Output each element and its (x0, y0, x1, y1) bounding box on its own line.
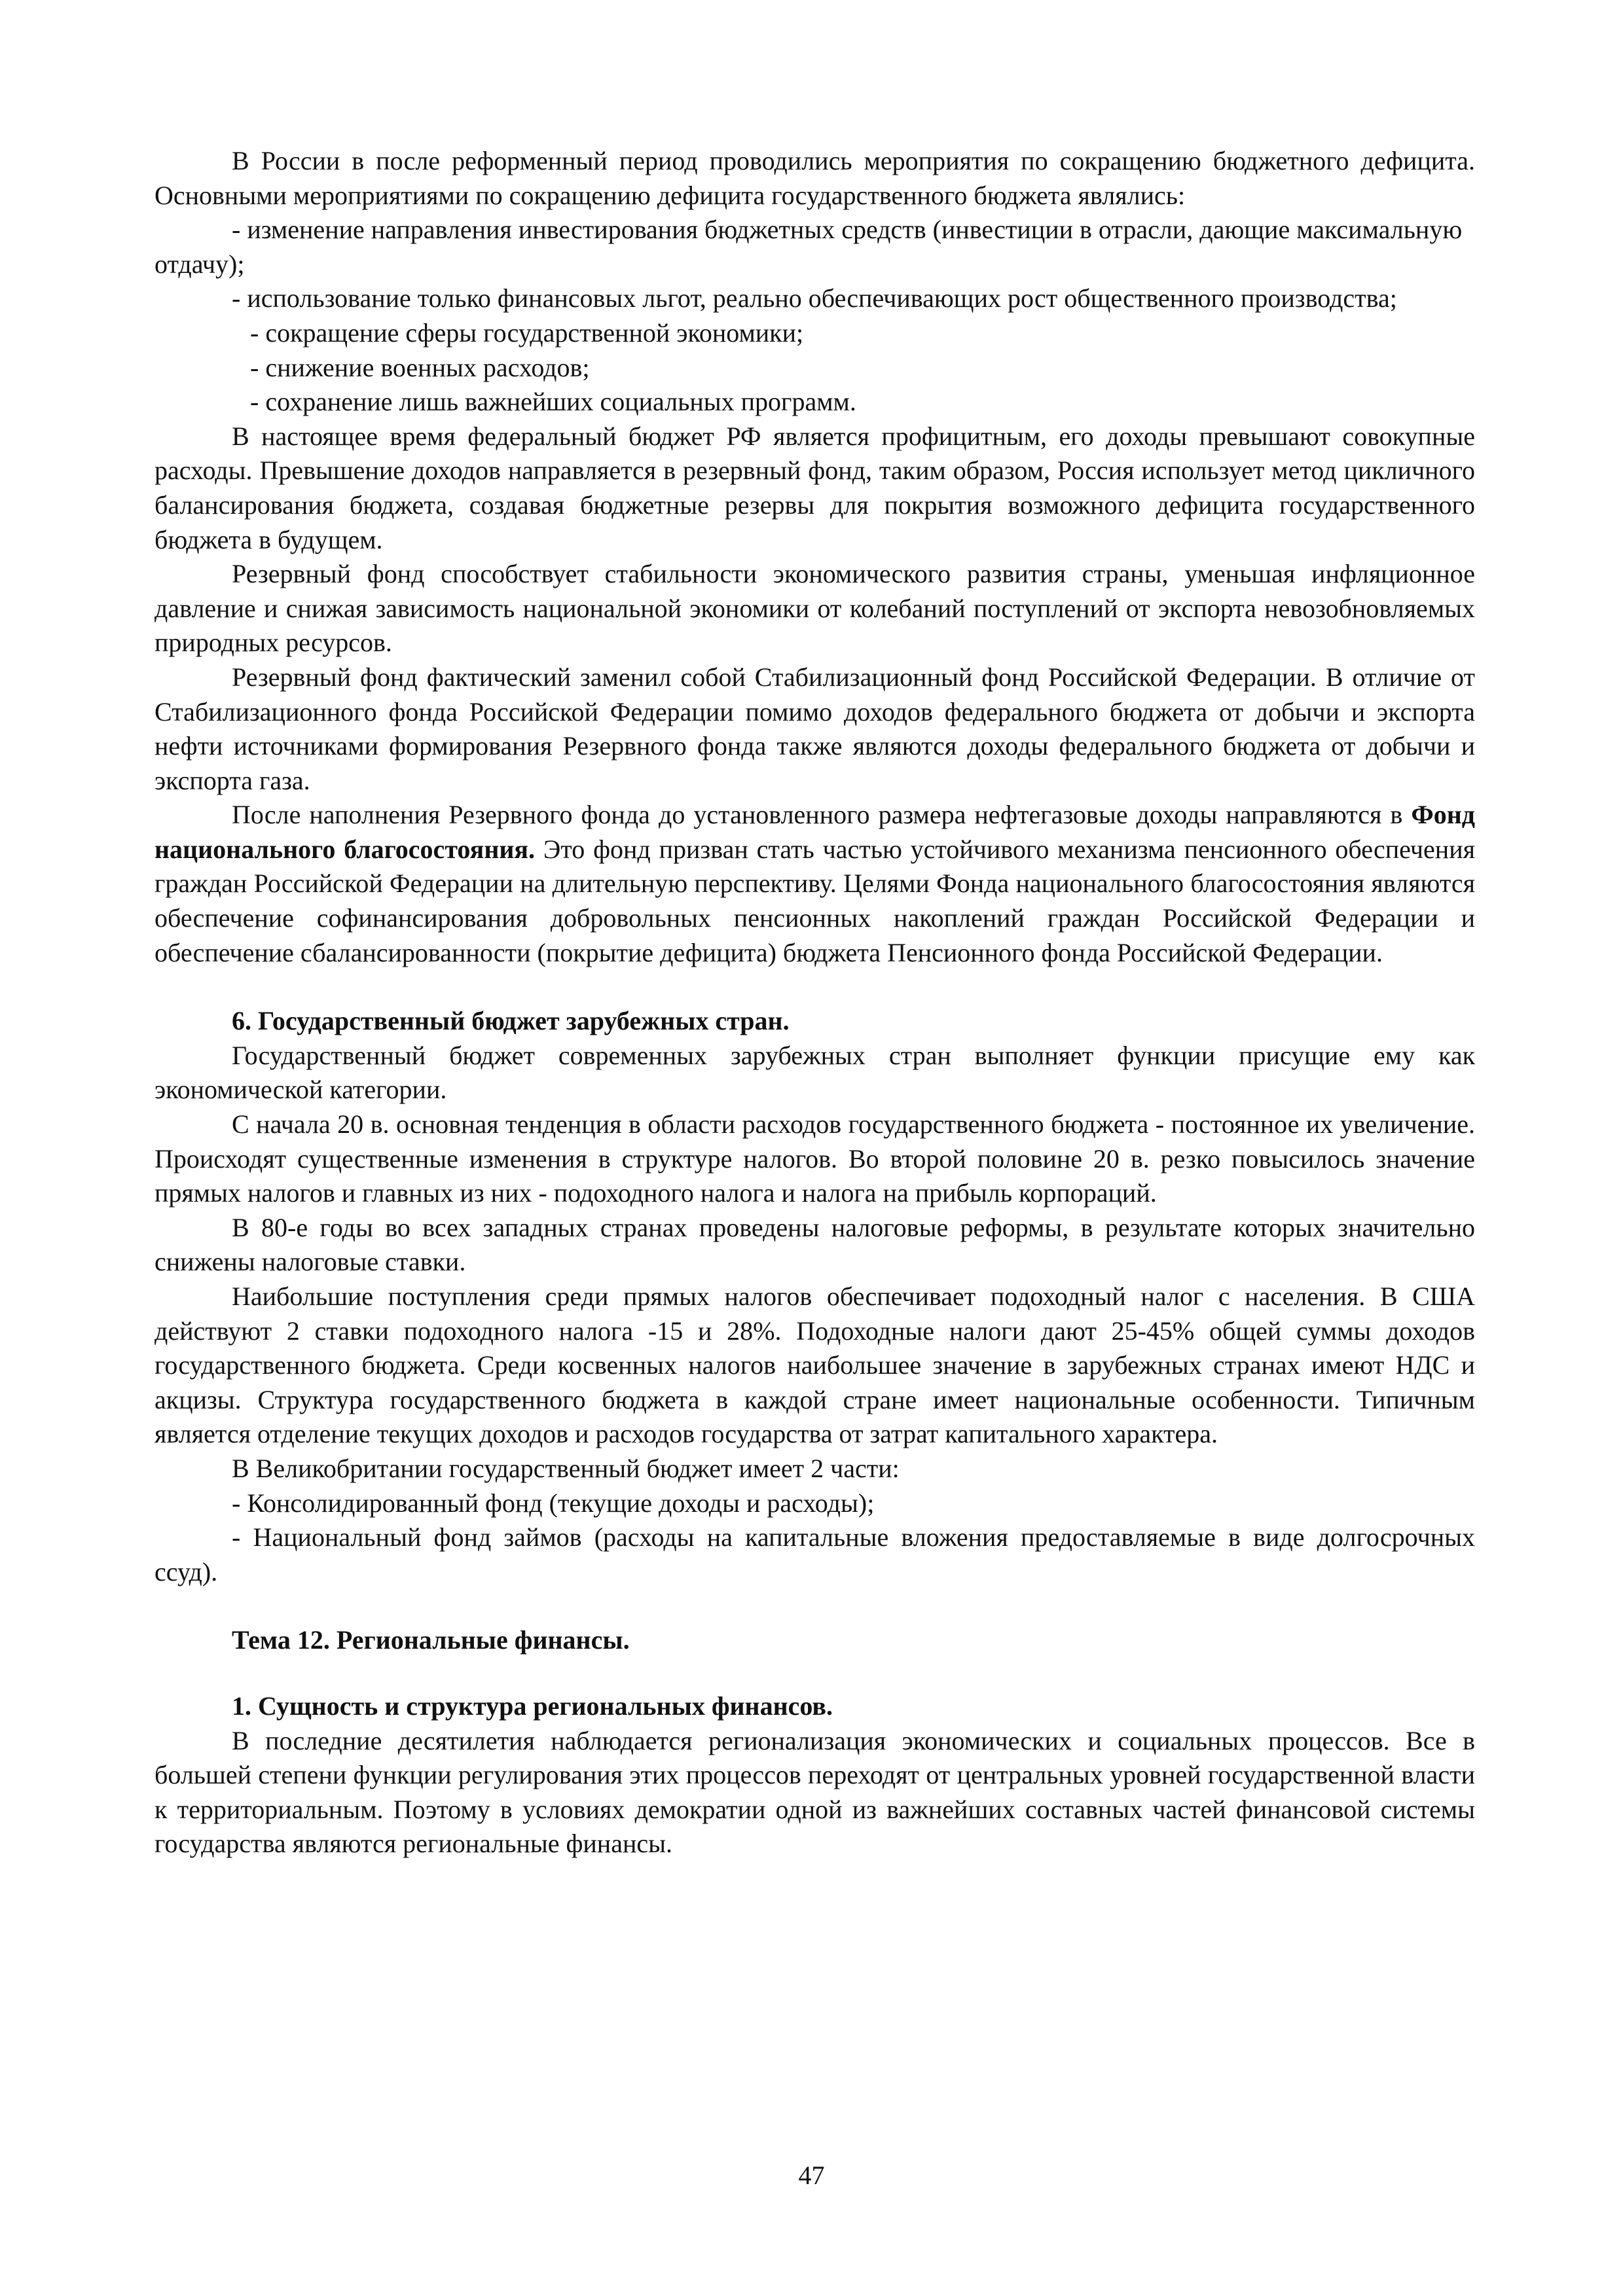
list-item: - сохранение лишь важнейших социальных программ. (250, 387, 856, 417)
list-item: - использование только финансовых льгот, реально обеспечивающих рост общественного производства; (232, 283, 1397, 314)
paragraph: В настоящее время федеральный бюджет РФ является профицитным, его доходы превышают совокупные расходы. Превышение доходов направляется в резервный фонд, таким образом, Россия использует метод цикличного балансирования бюджета, создавая бюджетные резервы для покрытия возможного дефицита государственного бюджета в будущем. (155, 421, 1475, 554)
bold-term: Фонд национального благосостояния. (155, 800, 1475, 864)
paragraph: В Великобритании государственный бюджет имеет 2 части: (232, 1453, 900, 1483)
paragraph-nwf (155, 798, 1475, 970)
paragraph: Резервный фонд способствует стабильности экономического развития страны, уменьшая инфляционное давление и снижая зависимость национальной экономики от колебаний поступлений от экспорта невозобновляемых природных ресурсов. (155, 559, 1475, 658)
paragraph: В 80-е годы во всех западных странах проведены налоговые реформы, в результате которых значительно снижены налоговые ставки. (155, 1212, 1475, 1277)
page-number: 47 (798, 2161, 825, 2190)
list-item: - изменение направления инвестирования бюджетных средств (инвестиции в отрасли, дающие максимальную отдачу); (155, 215, 1463, 279)
paragraph: Наибольшие поступления среди прямых налогов обеспечивает подоходный налог с населения. В США действуют 2 ставки подоходного налога -15 и 28%. Подоходные налоги дают 25-45% общей суммы доходов государственного бюджета. Среди косвенных налогов наибольшее значение в зарубежных странах имеют НДС и акцизы. Структура государственного бюджета в каждой стране имеет национальные особенности. Типичным является отделение текущих доходов и расходов государства от затрат капитального характера. (155, 1282, 1475, 1449)
paragraph: Резервный фонд фактический заменил собой Стабилизационный фонд Российской Федерации. В отличие от Стабилизационного фонда Российской Федерации помимо доходов федерального бюджета от добычи и экспорта нефти источниками формирования Резервного фонда также являются доходы федерального бюджета от добычи и экспорта газа. (155, 662, 1475, 795)
paragraph: В России в после реформенный период проводились мероприятия по сокращению бюджетного дефицита. Основными мероприятиями по сокращению дефицита государственного бюджета являлись: (155, 146, 1475, 210)
text-run: После наполнения Резервного фонда до установленного размера нефтегазовые доходы направляются в (232, 800, 1412, 830)
spacer (155, 1658, 1475, 1689)
list-item: - Национальный фонд займов (расходы на капитальные вложения предоставляемые в виде долгосрочных ссуд). (155, 1522, 1475, 1587)
text-run: Это фонд призван стать частью устойчивого механизма пенсионного обеспечения граждан Российской Федерации на длительную перспективу. Целями Фонда национального благосостояния являются обеспечение софинансирования добровольных пенсионных накоплений граждан Российской Федерации и обеспечение сбалансированности (покрытие дефицита) бюджета Пенсионного фонда Российской Федерации. (155, 834, 1475, 967)
paragraph: В последние десятилетия наблюдается регионализация экономических и социальных процессов. Все в большей степени функции регулирования этих процессов переходят от центральных уровней государственной власти к территориальным. Поэтому в условиях демократии одной из важнейших составных частей финансовой системы государства являются региональные финансы. (155, 1725, 1475, 1859)
list-item: - Консолидированный фонд (текущие доходы и расходы); (232, 1488, 875, 1518)
list-item: - сокращение сферы государственной экономики; (250, 317, 804, 348)
paragraph: С начала 20 в. основная тенденция в области расходов государственного бюджета - постоянное их увеличение. Происходят существенные изменения в структуре налогов. Во второй половине 20 в. резко повысилось значение прямых налогов и главных из них - подоходного налога и налога на прибыль корпораций. (155, 1109, 1475, 1208)
section-heading: 6. Государственный бюджет зарубежных стран. (232, 1006, 790, 1036)
list-item: - снижение военных расходов; (250, 352, 590, 382)
paragraph: Государственный бюджет современных зарубежных стран выполняет функции присущие ему как экономической категории. (155, 1040, 1475, 1105)
section-heading: 1. Сущность и структура региональных финансов. (232, 1691, 833, 1721)
spacer (155, 1589, 1475, 1623)
topic-heading: Тема 12. Региональные финансы. (232, 1625, 630, 1655)
page-body (155, 144, 1475, 1861)
spacer (155, 970, 1475, 1004)
